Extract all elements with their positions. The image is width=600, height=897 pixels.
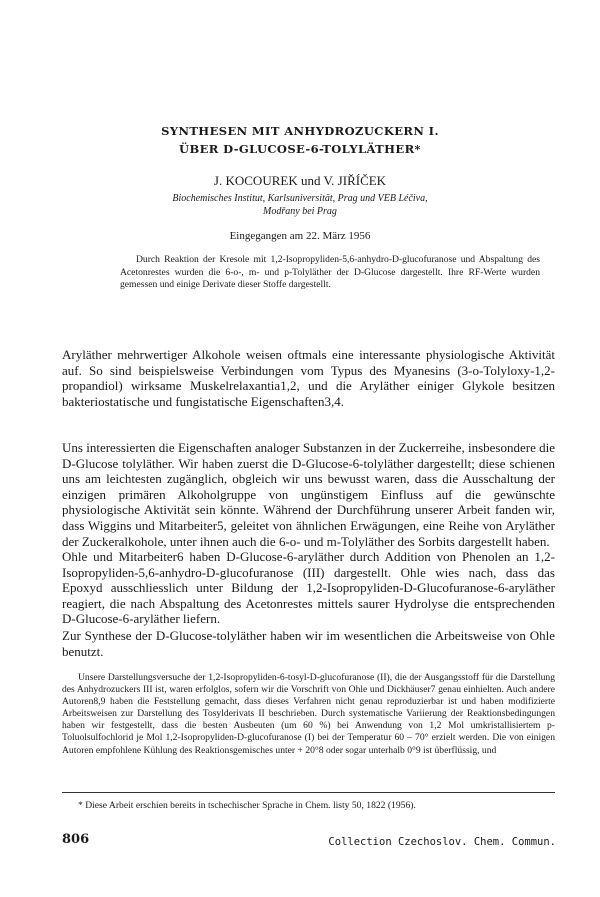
page-number: 806 — [62, 832, 90, 847]
paragraph-text: Aryläther mehrwertiger Alkohole weisen oftmals eine interessante physiologische Aktivität auf. So sind beispielsweise Verbindungen vom Typus des Myanesins (3-o-Tolyloxy-1,2-propandiol) wirksame Muskelrelaxantia1,2, und die Aryläther einiger Glykole besitzen bakteriostatische und fungistatische Eigenschaften3,4. — [62, 347, 555, 409]
received-date: Eingegangen am 22. März 1956 — [229, 230, 371, 242]
footnote-text: * Diese Arbeit erschien bereits in tschechischer Sprache in Chem. listy 50, 1822 (1956). — [78, 800, 416, 811]
footnote — [62, 800, 555, 812]
body-paragraph-4 — [62, 628, 555, 659]
affiliation-line-2: Modřany bei Prag — [263, 206, 337, 217]
experimental-note — [62, 672, 555, 757]
paragraph-text: Zur Synthese der D-Glucose-tolyläther haben wir im wesentlichen die Arbeitsweise von Ohle benutzt. — [62, 628, 555, 659]
journal-name: Collection Czechoslov. Chem. Commun. — [328, 836, 556, 848]
article-title-line-2: ÜBER D-GLUCOSE-6-TOLYLÄTHER* — [179, 142, 421, 156]
abstract — [120, 254, 540, 292]
body-paragraph-2 — [62, 440, 555, 549]
abstract-text: Durch Reaktion der Kresole mit 1,2-Isopropyliden-5,6-anhydro-D-glucofuranose und Abspaltung des Acetonrestes wurden die 6-o-, m- und p-Tolyläther der D-Glucose dargestellt. Ihre RF-Werte wurden gemessen und einige Derivate dieser Stoffe dargestellt. — [120, 254, 540, 290]
small-print-text: Unsere Darstellungsversuche der 1,2-Isopropyliden-6-tosyl-D-glucofuranose (II), die der Ausgangsstoff für die Darstellung des Anhydrozuckers III ist, waren erfolglos, sofern wir die Vorschrift von Ohle und Dickhäuser7 genau einhielten. Auch andere Autoren8,9 haben die Feststellung gemacht, dass dieses Verfahren nicht genau reproduzierbar ist und haben modifizierte Arbeitsweisen zur Darstellung des Tosylderivats II beschrieben. Durch systematische Variierung der Reaktionsbedingungen haben wir festgestellt, dass die besten Ausbeuten (um 60 %) bei Anwendung von 1,2 Mol umkristallisiertem p-Toluolsulfochlorid je Mol 1,2-Isopropyliden-D-glucofuranose (I) bei der Temperatur 60 – 70° erzielt werden. Die von einigen Autoren empfohlene Kühlung des Reaktionsgemisches unter + 20°8 oder sogar unterhalb 0°9 ist überflüssig, und — [62, 672, 555, 756]
paragraph-text: Uns interessierten die Eigenschaften analoger Substanzen in der Zuckerreihe, insbesondere die D-Glucose tolyläther. Wir haben zuerst die D-Glucose-6-tolyläther dargestellt; diese schienen uns am leichtesten zugänglich, obgleich wir uns bewusst waren, dass die Ausschaltung der einzigen primären Alkoholgruppe von ungünstigem Einfluss auf die gewünschte physiologische Aktivität sein könnte. Während der Durchführung unserer Arbeit fanden wir, dass Wiggins und Mitarbeiter5, geleitet von ähnlichen Erwägungen, eine Reihe von Aryläther der Zuckeralkohole, unter ihnen auch die 6-o- und m-Tolyläther des Sorbits dargestellt haben. — [62, 440, 555, 549]
authors: J. KOCOUREK und V. JIŘÍČEK — [213, 173, 387, 188]
body-paragraph-1 — [62, 347, 555, 409]
article-title-line-1: SYNTHESEN MIT ANHYDROZUCKERN I. — [161, 124, 439, 138]
affiliation-line-1: Biochemisches Institut, Karlsuniversität, Prag und VEB Léčiva, — [172, 193, 428, 204]
footnote-divider — [62, 792, 555, 793]
body-paragraph-3 — [62, 549, 555, 627]
paragraph-text: Ohle und Mitarbeiter6 haben D-Glucose-6-aryläther durch Addition von Phenolen an 1,2-Isopropyliden-5,6-anhydro-D-glucofuranose (III) dargestellt. Ohle wies nach, dass das Epoxyd ausschliesslich unter Bildung der 1,2-Isopropyliden-D-Glucofuranose-6-aryläther reagiert, die nach Abspaltung des Acetonrestes mittels saurer Hydrolyse die entsprechenden D-Glucose-6-aryläther liefern. — [62, 549, 555, 627]
